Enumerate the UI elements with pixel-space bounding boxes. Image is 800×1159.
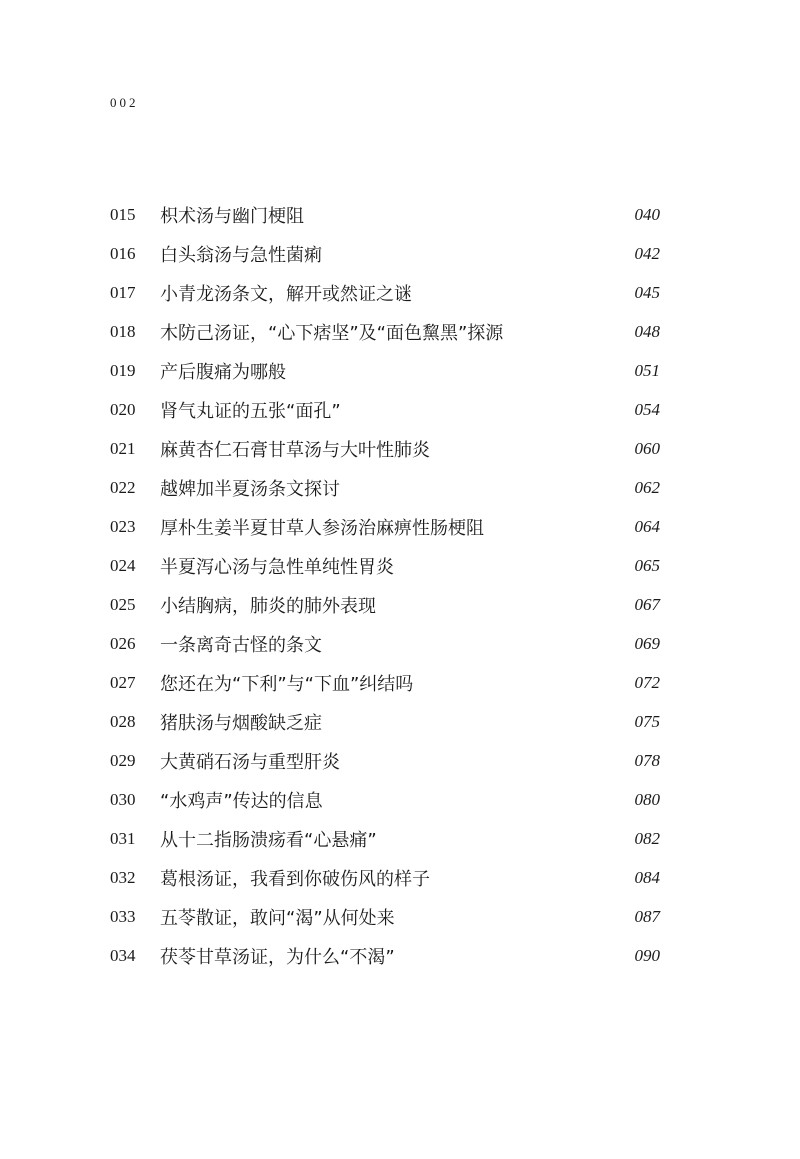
entry-number: 024 [110,555,136,575]
entry-page: 040 [634,204,660,224]
entry-title: 大黄硝石汤与重型肝炎 [160,751,340,773]
entry-page: 072 [634,672,660,692]
entry-page: 062 [634,477,660,497]
entry-number: 027 [110,672,136,692]
entry-page: 075 [634,711,660,731]
entry-title: 猪肤汤与烟酸缺乏症 [160,712,322,734]
toc-entry[interactable] [110,741,660,780]
entry-number: 017 [110,282,136,302]
entry-title: 茯苓甘草汤证，为什么“不渴” [160,946,395,968]
entry-page: 064 [634,516,660,536]
entry-page: 042 [634,243,660,263]
entry-number: 019 [110,360,136,380]
entry-number: 021 [110,438,136,458]
entry-page: 078 [634,750,660,770]
entry-page: 084 [634,867,660,887]
entry-title: 半夏泻心汤与急性单纯性胃炎 [160,556,394,578]
entry-title: 产后腹痛为哪般 [160,361,286,383]
toc-entry[interactable] [110,858,660,897]
entry-number: 034 [110,945,136,965]
entry-number: 016 [110,243,136,263]
entry-number: 028 [110,711,136,731]
entry-page: 080 [634,789,660,809]
entry-number: 033 [110,906,136,926]
entry-number: 031 [110,828,136,848]
entry-page: 082 [634,828,660,848]
entry-number: 018 [110,321,136,341]
entry-title: 枳术汤与幽门梗阻 [160,205,304,227]
entry-page: 054 [634,399,660,419]
entry-page: 045 [634,282,660,302]
entry-title: 葛根汤证，我看到你破伤风的样子 [160,868,430,890]
entry-title: 五苓散证，敢问“渴”从何处来 [160,907,395,929]
page-number: 002 [110,95,139,110]
toc-entry[interactable] [110,546,660,585]
entry-title: 越婢加半夏汤条文探讨 [160,478,340,500]
entry-page: 048 [634,321,660,341]
toc-entry[interactable] [110,663,660,702]
entry-title: 您还在为“下利”与“下血”纠结吗 [160,673,414,695]
entry-title: 麻黄杏仁石膏甘草汤与大叶性肺炎 [160,439,430,461]
entry-page: 069 [634,633,660,653]
entry-page: 051 [634,360,660,380]
toc-entry[interactable] [110,819,660,858]
entry-title: 厚朴生姜半夏甘草人参汤治麻痹性肠梗阻 [160,517,484,539]
toc-entry[interactable] [110,507,660,546]
entry-title: 木防己汤证，“心下痞坚”及“面色黧黑”探源 [160,322,504,344]
entry-number: 032 [110,867,136,887]
entry-title: 小青龙汤条文，解开或然证之谜 [160,283,412,305]
entry-page: 067 [634,594,660,614]
entry-page: 060 [634,438,660,458]
entry-number: 020 [110,399,136,419]
toc-entry[interactable] [110,936,660,975]
toc-entry[interactable] [110,702,660,741]
entry-number: 026 [110,633,136,653]
toc-entry[interactable] [110,234,660,273]
entry-title: 一条离奇古怪的条文 [160,634,322,656]
toc-entry[interactable] [110,585,660,624]
entry-page: 090 [634,945,660,965]
toc-entry[interactable] [110,312,660,351]
entry-number: 022 [110,477,136,497]
toc-entry[interactable] [110,897,660,936]
entry-number: 015 [110,204,136,224]
toc-entry[interactable] [110,429,660,468]
entry-number: 023 [110,516,136,536]
table-of-contents [110,195,660,975]
toc-entry[interactable] [110,468,660,507]
entry-title: 肾气丸证的五张“面孔” [160,400,341,422]
toc-entry[interactable] [110,780,660,819]
entry-title: “水鸡声”传达的信息 [160,790,323,812]
entry-title: 小结胸病，肺炎的肺外表现 [160,595,376,617]
entry-page: 087 [634,906,660,926]
entry-number: 025 [110,594,136,614]
entry-number: 029 [110,750,136,770]
toc-entry[interactable] [110,624,660,663]
toc-entry[interactable] [110,390,660,429]
toc-entry[interactable] [110,273,660,312]
toc-entry[interactable] [110,195,660,234]
entry-title: 白头翁汤与急性菌痢 [160,244,322,266]
entry-number: 030 [110,789,136,809]
entry-page: 065 [634,555,660,575]
entry-title: 从十二指肠溃疡看“心悬痛” [160,829,377,851]
toc-entry[interactable] [110,351,660,390]
